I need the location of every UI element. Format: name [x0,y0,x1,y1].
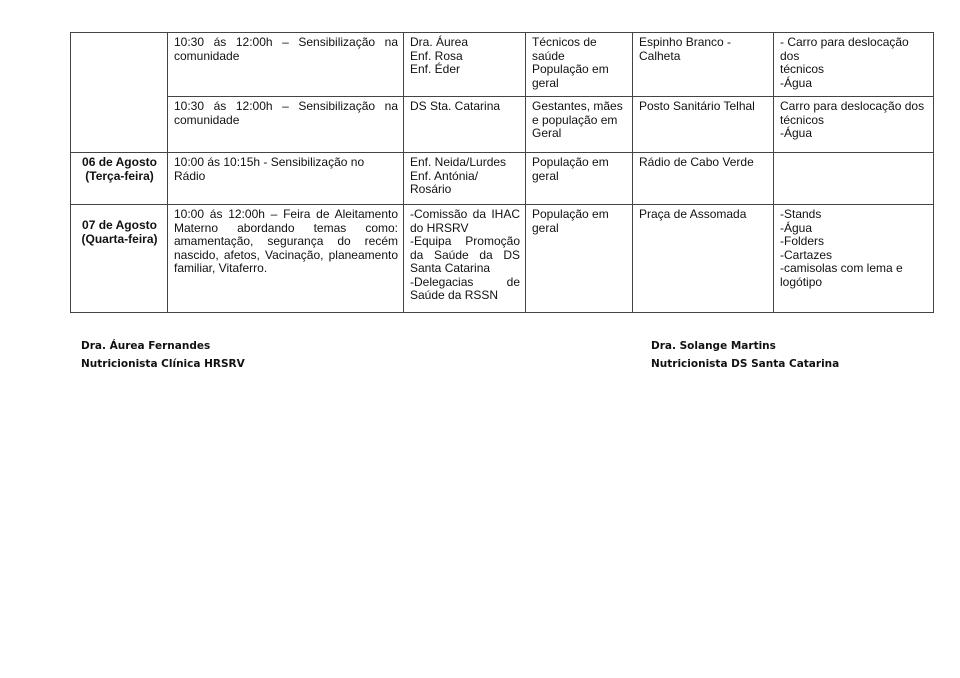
signature-name: Dra. Áurea Fernandes [81,340,211,352]
location-line: Rádio de Cabo Verde [639,155,754,169]
audience-cell [526,205,633,313]
responsible-line: DS Sta. Catarina [410,99,501,113]
day-weekday: (Terça-feira) [85,168,154,183]
location-cell [633,205,774,313]
signature-name: Dra. Solange Martins [651,340,776,352]
activity-cell: 10:30 ás 12:00h – Sensibilização na comunidade [168,33,404,97]
activity-cell: 10:00 ás 10:15h - Sensibilização no Rádio [168,153,404,205]
resource-line: -Stands [780,207,822,221]
audience-line: geral [532,168,559,183]
table-row [71,97,934,153]
responsible-line: -Delegacias de Saúde da RSSN [410,274,520,302]
table-row [71,153,934,205]
audience-line: Gestantes, mães [532,99,623,113]
resources-cell [774,153,934,205]
resource-line: técnicos [780,112,825,127]
location-line: Praça de Assomada [639,207,747,221]
day-cell [71,153,168,205]
day-cell [71,33,168,153]
activity-cell: 10:00 ás 12:00h – Feira de Aleitamento Materno abordando temas como: amamentação, segurança do recém nascido, afetos, Vacinação, planeamento familiar, Vitaferro. [168,205,404,313]
resource-line: -Cartazes [780,247,833,262]
location-line: Espinho Branco - [639,35,732,49]
resource-line: - Carro para deslocação dos [780,35,909,63]
day-cell [71,205,168,313]
activity-cell: 10:30 ás 12:00h – Sensibilização na comunidade [168,97,404,153]
responsible-line: Enf. Antónia/ Rosário [410,168,479,196]
audience-line: Técnicos de [532,35,597,49]
table-row [71,205,934,313]
audience-cell [526,153,633,205]
audience-line: Geral [532,126,562,140]
responsible-cell [404,205,526,313]
location-line: Posto Sanitário Telhal [639,99,755,113]
audience-line: População em [532,155,609,169]
signature-left [81,337,245,373]
resources-cell [774,205,934,313]
resource-line: Carro para deslocação dos [780,99,925,113]
audience-line: geral [532,75,559,90]
resource-line: -Água [780,126,813,140]
resources-cell [774,33,934,97]
resources-cell [774,97,934,153]
location-cell [633,97,774,153]
responsible-line: Enf. Éder [410,62,461,76]
resource-line: técnicos [780,62,825,76]
responsible-cell [404,153,526,205]
location-cell [633,33,774,97]
responsible-line: -Comissão da IHAC do HRSRV [410,207,520,235]
audience-line: e população em [532,112,618,127]
signature-right [651,337,839,373]
responsible-line: Dra. Áurea [410,35,469,49]
responsible-line: -Equipa Promoção da Saúde da DS Santa Catarina [410,234,520,275]
day-date: 07 de Agosto [82,218,157,232]
resource-line: -camisolas com lema e logótipo [780,261,903,289]
table-row [71,33,934,97]
responsible-cell [404,97,526,153]
resource-line: -Água [780,220,813,235]
audience-cell [526,97,633,153]
audience-line: saúde [532,48,565,63]
audience-line: População em [532,207,609,221]
schedule-table [70,32,934,313]
day-weekday: (Quarta-feira) [81,231,158,246]
day-date: 06 de Agosto [82,155,157,169]
location-cell [633,153,774,205]
responsible-cell [404,33,526,97]
location-line: Calheta [639,48,681,63]
responsible-line: Enf. Rosa [410,48,463,63]
resource-line: -Folders [780,234,825,248]
responsible-line: Enf. Neida/Lurdes [410,155,507,169]
audience-line: População em [532,62,609,76]
audience-line: geral [532,220,559,235]
signature-title: Nutricionista Clínica HRSRV [81,358,245,370]
resource-line: -Água [780,75,813,90]
audience-cell [526,33,633,97]
signature-title: Nutricionista DS Santa Catarina [651,358,840,370]
